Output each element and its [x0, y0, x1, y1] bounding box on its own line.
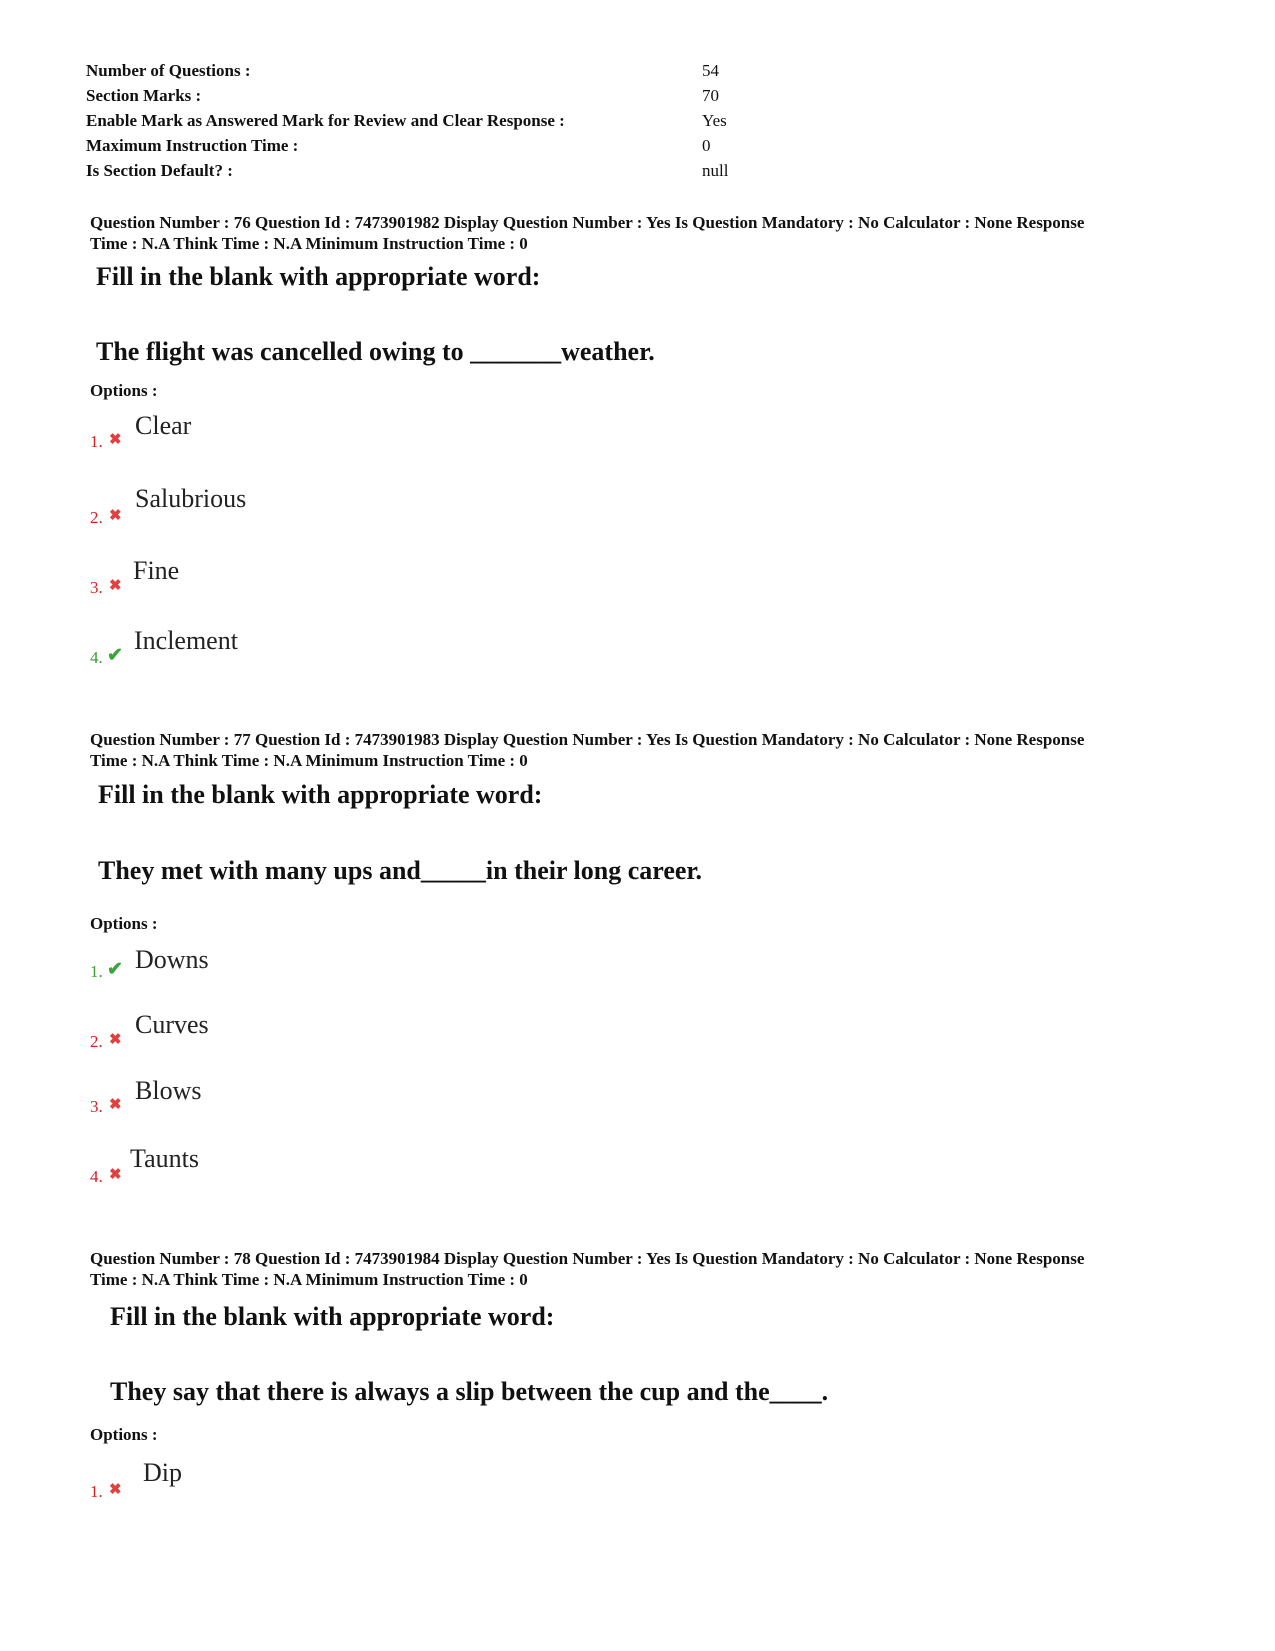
- section-value: 0: [702, 136, 711, 155]
- question-header-line: Time : N.A Think Time : N.A Minimum Instruction Time : 0: [90, 234, 528, 253]
- section-row-default: [86, 158, 986, 183]
- option-text: Fine: [133, 556, 180, 585]
- option-text: Salubrious: [135, 484, 247, 513]
- wrong-cross-icon: ✖: [109, 1032, 122, 1048]
- section-row-marks: [86, 83, 986, 108]
- option-text: Curves: [135, 1010, 209, 1039]
- section-key: Enable Mark as Answered Mark for Review and Clear Response :: [86, 111, 565, 130]
- question-header-line: Question Number : 78 Question Id : 7473901984 Display Question Number : Yes Is Question Mandatory : No Calculator : None Response: [90, 1249, 1085, 1268]
- question-header-line: Time : N.A Think Time : N.A Minimum Instruction Time : 0: [90, 1270, 528, 1289]
- question-sentence: The flight was cancelled owing to _______weather.: [96, 337, 655, 366]
- wrong-cross-icon: ✖: [109, 432, 122, 448]
- option-number: 1.: [90, 962, 103, 981]
- section-key: Number of Questions :: [86, 61, 251, 80]
- option-number: 1.: [90, 1482, 103, 1501]
- section-value: 54: [702, 61, 719, 80]
- section-value: Yes: [702, 111, 727, 130]
- wrong-cross-icon: ✖: [109, 508, 122, 524]
- question-sentence: They say that there is always a slip between the cup and the____.: [110, 1377, 829, 1406]
- option-text: Inclement: [134, 626, 238, 655]
- option-text: Taunts: [130, 1144, 199, 1173]
- section-row-enable-mark: [86, 108, 986, 133]
- option-number: 4.: [90, 648, 103, 667]
- option-number: 3.: [90, 578, 103, 597]
- option-number: 3.: [90, 1097, 103, 1116]
- question-header-line: Time : N.A Think Time : N.A Minimum Instruction Time : 0: [90, 751, 528, 770]
- section-info: [86, 58, 986, 183]
- section-key: Is Section Default? :: [86, 161, 233, 180]
- correct-check-icon: ✔: [107, 645, 123, 666]
- question-header: [90, 212, 1190, 254]
- wrong-cross-icon: ✖: [109, 1097, 122, 1113]
- correct-check-icon: ✔: [107, 959, 123, 980]
- section-row-instruction-time: [86, 133, 986, 158]
- section-value: 70: [702, 86, 719, 105]
- wrong-cross-icon: ✖: [109, 1482, 122, 1498]
- option-text: Dip: [143, 1458, 182, 1487]
- option-number: 2.: [90, 508, 103, 527]
- options-label: Options :: [90, 914, 158, 933]
- option-text: Blows: [135, 1076, 202, 1105]
- question-header-line: Question Number : 77 Question Id : 7473901983 Display Question Number : Yes Is Question Mandatory : No Calculator : None Response: [90, 730, 1085, 749]
- option-number: 1.: [90, 432, 103, 451]
- option-text: Downs: [135, 945, 209, 974]
- options-label: Options :: [90, 381, 158, 400]
- question-header: [90, 729, 1190, 771]
- question-instruction: Fill in the blank with appropriate word:: [96, 262, 541, 291]
- options-label: Options :: [90, 1425, 158, 1444]
- section-value: null: [702, 161, 729, 180]
- section-row-questions: [86, 58, 986, 83]
- wrong-cross-icon: ✖: [109, 1167, 122, 1183]
- section-key: Maximum Instruction Time :: [86, 136, 299, 155]
- option-number: 2.: [90, 1032, 103, 1051]
- section-key: Section Marks :: [86, 86, 202, 105]
- question-header-line: Question Number : 76 Question Id : 7473901982 Display Question Number : Yes Is Question Mandatory : No Calculator : None Response: [90, 213, 1085, 232]
- option-number: 4.: [90, 1167, 103, 1186]
- wrong-cross-icon: ✖: [109, 578, 122, 594]
- question-sentence: They met with many ups and_____in their long career.: [98, 856, 703, 885]
- question-header: [90, 1248, 1190, 1290]
- option-text: Clear: [135, 411, 192, 440]
- question-instruction: Fill in the blank with appropriate word:: [98, 780, 543, 809]
- question-instruction: Fill in the blank with appropriate word:: [110, 1302, 555, 1331]
